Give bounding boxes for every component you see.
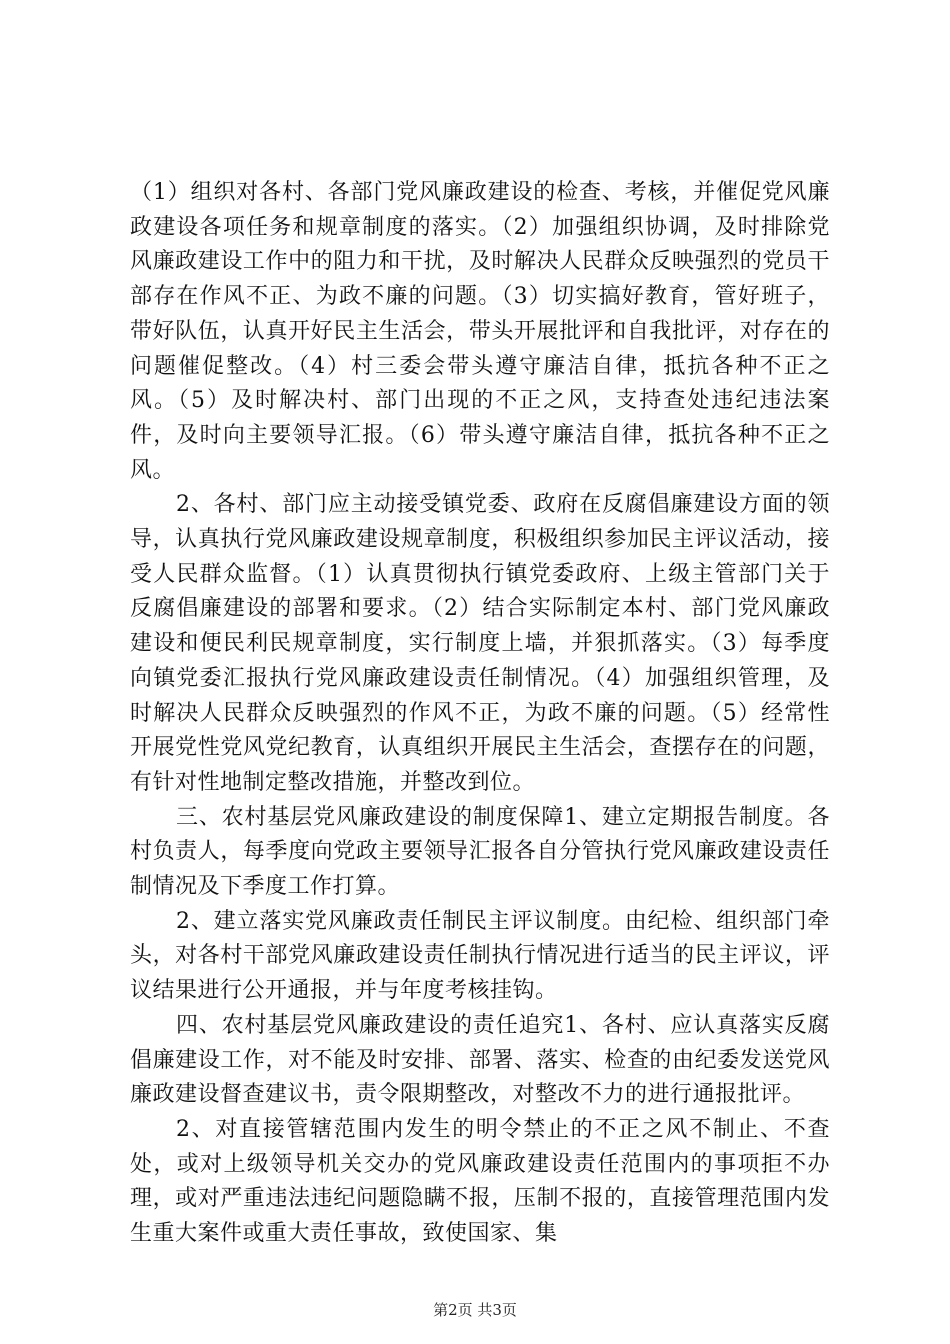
page-number-footer: 第2页 共3页 [433,1301,517,1319]
paragraph-section-four-accountability: 四、农村基层党风廉政建设的责任追究1、各村、应认真落实反腐倡廉建设工作，对不能及时安排、部署、落实、检查的由纪委发送党风廉政建设督查建议书，责令限期整改，对整改不力的进行通报批评。 [130,1012,830,1108]
paragraph-democratic-evaluation: 2、建立落实党风廉政责任制民主评议制度。由纪检、组织部门牵头，对各村干部党风廉政建设责任制执行情况进行适当的民主评议，评议结果进行公开通报，并与年度考核挂钩。 [130,908,830,1004]
document-body [130,176,830,1252]
paragraph-village-department-duties: 2、各村、部门应主动接受镇党委、政府在反腐倡廉建设方面的领导，认真执行党风廉政建设规章制度，积极组织参加民主评议活动，接受人民群众监督。（1）认真贯彻执行镇党委政府、上级主管部门关于反腐倡廉建设的部署和要求。（2）结合实际制定本村、部门党风廉政建设和便民利民规章制度，实行制度上墙，并狠抓落实。（3）每季度向镇党委汇报执行党风廉政建设责任制情况。（4）加强组织管理，及时解决人民群众反映强烈的作风不正，为政不廉的问题。（5）经常性开展党性党风党纪教育，认真组织开展民主生活会，查摆存在的问题，有针对性地制定整改措施，并整改到位。 [130,492,830,795]
paragraph-direct-jurisdiction: 2、对直接管辖范围内发生的明令禁止的不正之风不制止、不查处，或对上级领导机关交办的党风廉政建设责任范围内的事项拒不办理，或对严重违法违纪问题隐瞒不报，压制不报的，直接管理范围内发生重大案件或重大责任事故，致使国家、集 [130,1116,830,1247]
paragraph-section-three-reporting: 三、农村基层党风廉政建设的制度保障1、建立定期报告制度。各村负责人，每季度向党政主要领导汇报各自分管执行党风廉政建设责任制情况及下季度工作打算。 [130,804,830,900]
paragraph-responsibilities-list: （1）组织对各村、各部门党风廉政建设的检查、考核，并催促党风廉政建设各项任务和规章制度的落实。（2）加强组织协调，及时排除党风廉政建设工作中的阻力和干扰，及时解决人民群众反映强烈的党员干部存在作风不正、为政不廉的问题。（3）切实搞好教育，管好班子，带好队伍，认真开好民主生活会，带头开展批评和自我批评，对存在的问题催促整改。（4）村三委会带头遵守廉洁自律，抵抗各种不正之风。（5）及时解决村、部门出现的不正之风，支持查处违纪违法案件，及时向主要领导汇报。（6）带头遵守廉洁自律，抵抗各种不正之风。 [130,180,830,483]
